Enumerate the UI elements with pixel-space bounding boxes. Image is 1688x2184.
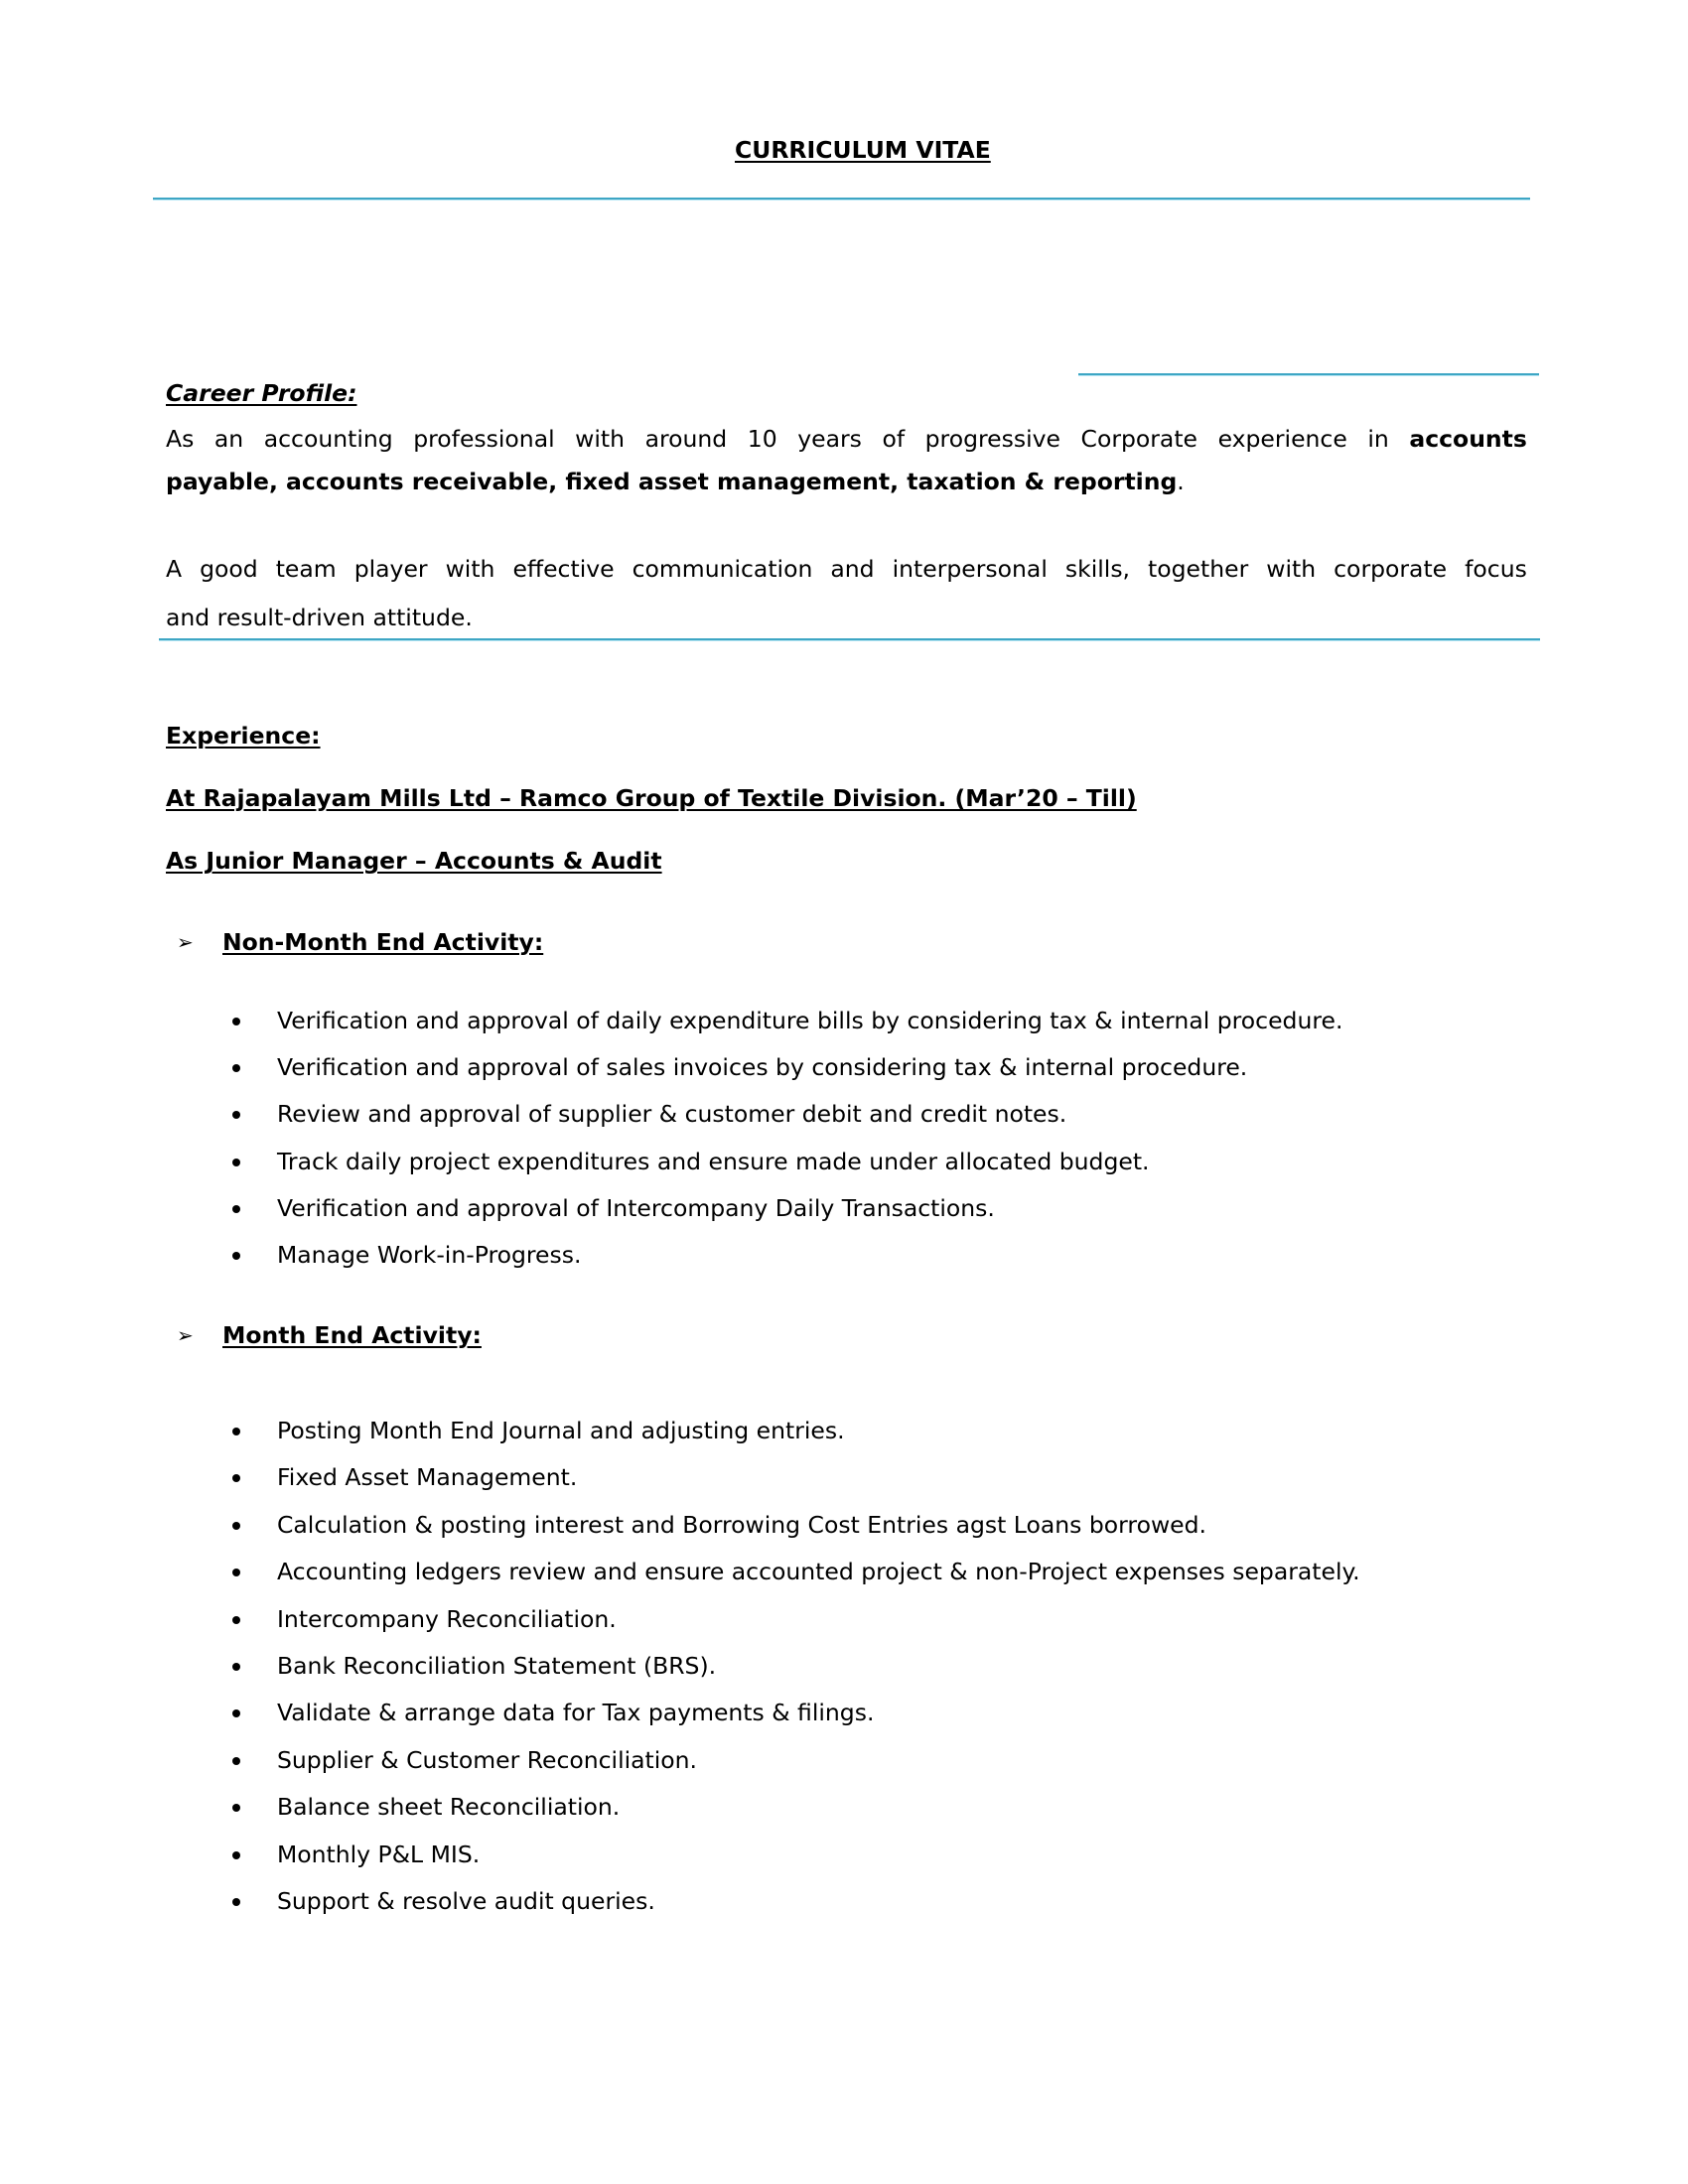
word: together bbox=[1148, 555, 1249, 583]
word: 10 bbox=[747, 425, 777, 453]
round-bullet-icon bbox=[232, 1663, 240, 1671]
experience-heading: Experience: bbox=[166, 722, 321, 750]
list-item: Manage Work-in-Progress. bbox=[277, 1241, 582, 1269]
round-bullet-icon bbox=[232, 1205, 240, 1213]
word: with bbox=[1266, 555, 1317, 583]
divider-short bbox=[1078, 373, 1539, 375]
word: and bbox=[830, 555, 875, 583]
round-bullet-icon bbox=[232, 1474, 240, 1482]
word: progressive bbox=[924, 425, 1060, 453]
round-bullet-icon bbox=[232, 1616, 240, 1624]
round-bullet-icon bbox=[232, 1111, 240, 1119]
word: professional bbox=[413, 425, 555, 453]
role-heading: As Junior Manager – Accounts & Audit bbox=[166, 847, 662, 875]
list-item: Track daily project expenditures and ensure made under allocated budget. bbox=[277, 1147, 1150, 1175]
career-profile-para1 bbox=[166, 425, 1527, 453]
career-profile-para2-line1 bbox=[166, 555, 1527, 583]
non-month-end-heading: Non-Month End Activity: bbox=[222, 928, 544, 956]
word: around bbox=[644, 425, 728, 453]
round-bullet-icon bbox=[232, 1018, 240, 1025]
list-item: Support & resolve audit queries. bbox=[277, 1887, 655, 1915]
word: in bbox=[1367, 425, 1389, 453]
page-title: CURRICULUM VITAE bbox=[735, 136, 991, 164]
career-profile-heading: Career Profile: bbox=[166, 379, 357, 407]
word: skills, bbox=[1064, 555, 1131, 583]
word: Corporate bbox=[1080, 425, 1198, 453]
word: communication bbox=[632, 555, 813, 583]
word: years bbox=[797, 425, 862, 453]
list-item: Bank Reconciliation Statement (BRS). bbox=[277, 1652, 717, 1680]
word: corporate bbox=[1334, 555, 1448, 583]
word: A bbox=[166, 555, 183, 583]
list-item: Verification and approval of daily expenditure bills by considering tax & internal procedure. bbox=[277, 1007, 1343, 1034]
list-item: Fixed Asset Management. bbox=[277, 1463, 578, 1492]
round-bullet-icon bbox=[232, 1159, 240, 1166]
word: player bbox=[353, 555, 428, 583]
round-bullet-icon bbox=[232, 1757, 240, 1765]
round-bullet-icon bbox=[232, 1064, 240, 1072]
word: team bbox=[275, 555, 337, 583]
divider-top bbox=[153, 198, 1530, 200]
arrow-bullet-icon: ➢ bbox=[177, 930, 194, 954]
round-bullet-icon bbox=[232, 1569, 240, 1576]
list-item: Verification and approval of Intercompany Daily Transactions. bbox=[277, 1193, 995, 1222]
list-item: Monthly P&L MIS. bbox=[277, 1840, 481, 1868]
word-bold: accounts bbox=[1409, 425, 1527, 453]
list-item: Posting Month End Journal and adjusting entries. bbox=[277, 1417, 845, 1444]
career-profile-period: . bbox=[1177, 468, 1185, 495]
word: of bbox=[882, 425, 906, 453]
word: interpersonal bbox=[892, 555, 1048, 583]
company-heading: At Rajapalayam Mills Ltd – Ramco Group of Textile Division. (Mar’20 – Till) bbox=[166, 784, 1137, 812]
word: effective bbox=[512, 555, 615, 583]
round-bullet-icon bbox=[232, 1252, 240, 1260]
word: As bbox=[166, 425, 195, 453]
word: an bbox=[213, 425, 244, 453]
list-item: Balance sheet Reconciliation. bbox=[277, 1793, 621, 1822]
arrow-bullet-icon: ➢ bbox=[177, 1323, 194, 1347]
list-item: Intercompany Reconciliation. bbox=[277, 1604, 617, 1633]
career-profile-para2 bbox=[166, 555, 1527, 583]
divider-profile-bottom bbox=[159, 638, 1540, 640]
round-bullet-icon bbox=[232, 1898, 240, 1906]
round-bullet-icon bbox=[232, 1804, 240, 1812]
word: experience bbox=[1217, 425, 1347, 453]
month-end-heading: Month End Activity: bbox=[222, 1321, 482, 1349]
list-item: Review and approval of supplier & customer debit and credit notes. bbox=[277, 1100, 1067, 1129]
word: good bbox=[200, 555, 258, 583]
list-item: Calculation & posting interest and Borrowing Cost Entries agst Loans borrowed. bbox=[277, 1510, 1207, 1539]
career-profile-para2-line2: and result-driven attitude. bbox=[166, 604, 473, 631]
round-bullet-icon bbox=[232, 1428, 240, 1435]
round-bullet-icon bbox=[232, 1851, 240, 1859]
list-item: Verification and approval of sales invoices by considering tax & internal procedure. bbox=[277, 1053, 1248, 1082]
career-profile-line1 bbox=[166, 425, 1527, 453]
list-item: Validate & arrange data for Tax payments & filings. bbox=[277, 1699, 875, 1727]
career-profile-highlight: payable, accounts receivable, fixed asset management, taxation & reporting bbox=[166, 468, 1178, 495]
word: focus bbox=[1465, 555, 1527, 583]
word: accounting bbox=[263, 425, 393, 453]
word: with bbox=[575, 425, 626, 453]
round-bullet-icon bbox=[232, 1522, 240, 1530]
list-item: Accounting ledgers review and ensure accounted project & non-Project expenses separately. bbox=[277, 1558, 1360, 1586]
career-profile-para1-line2 bbox=[166, 468, 1185, 495]
word: with bbox=[445, 555, 495, 583]
round-bullet-icon bbox=[232, 1709, 240, 1717]
list-item: Supplier & Customer Reconciliation. bbox=[277, 1745, 698, 1774]
